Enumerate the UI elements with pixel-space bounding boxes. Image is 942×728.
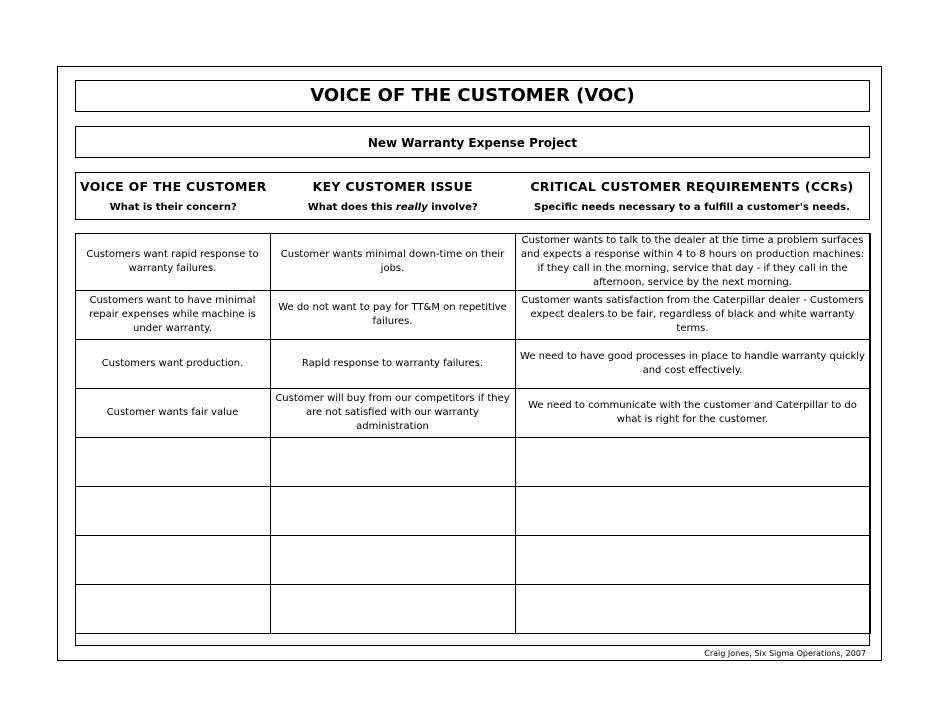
header-voice-title: VOICE OF THE CUSTOMER [79,179,267,194]
issue-cell: Rapid response to warranty failures. [270,339,515,388]
document-title: VOICE OF THE CUSTOMER (VOC) [75,80,870,112]
ccr-cell [515,535,870,584]
voc-table [75,233,870,646]
header-ccr-sub: Specific needs necessary to a fulfill a customer's needs. [534,202,850,213]
ccr-cell [515,437,870,486]
voice-cell: Customer wants fair value [75,388,270,437]
table-row [75,437,870,486]
voice-cell: Customers want to have minimal repair expenses while machine is under warranty. [75,290,270,339]
ccr-cell [515,584,870,633]
table-header [75,172,870,220]
issue-cell: Customer wants minimal down-time on their jobs. [270,233,515,290]
issue-cell [270,437,515,486]
issue-cell [270,486,515,535]
ccr-cell: Customer wants to talk to the dealer at the time a problem surfaces and expects a response within 4 to 8 hours on production machines: if they call in the morning, service that day - if they call in the afternoon, service by the next morning. [515,233,870,290]
voice-cell [75,437,270,486]
ccr-cell: We need to have good processes in place to handle warranty quickly and cost effectively. [515,339,870,388]
header-voice [76,173,271,219]
header-issue [271,173,515,219]
ccr-cell [515,486,870,535]
project-subtitle: New Warranty Expense Project [75,126,870,158]
header-issue-title: KEY CUSTOMER ISSUE [312,179,473,194]
table-row [75,339,870,388]
table-row [75,290,870,339]
ccr-cell: We need to communicate with the customer and Caterpillar to do what is right for the customer. [515,388,870,437]
voice-cell: Customers want rapid response to warranty failures. [75,233,270,290]
voice-cell [75,486,270,535]
header-issue-sub: What does this really involve? [307,202,478,213]
table-row [75,388,870,437]
header-voice-sub: What is their concern? [109,202,237,213]
voice-cell [75,535,270,584]
voice-cell: Customers want production. [75,339,270,388]
header-ccr-title: CRITICAL CUSTOMER REQUIREMENTS (CCRs) [530,179,854,194]
voice-cell [75,584,270,633]
issue-cell [270,584,515,633]
table-row [75,584,870,633]
table-row [75,233,870,290]
author-credit: Craig Jones, Six Sigma Operations, 2007 [704,649,866,658]
table-row [75,535,870,584]
ccr-cell: Customer wants satisfaction from the Caterpillar dealer - Customers expect dealers to be fair, regardless of black and white warranty terms. [515,290,870,339]
header-ccr [515,173,869,219]
issue-cell: Customer will buy from our competitors if they are not satisfied with our warranty administration [270,388,515,437]
issue-cell: We do not want to pay for TT&M on repetitive failures. [270,290,515,339]
table-row [75,486,870,535]
issue-cell [270,535,515,584]
